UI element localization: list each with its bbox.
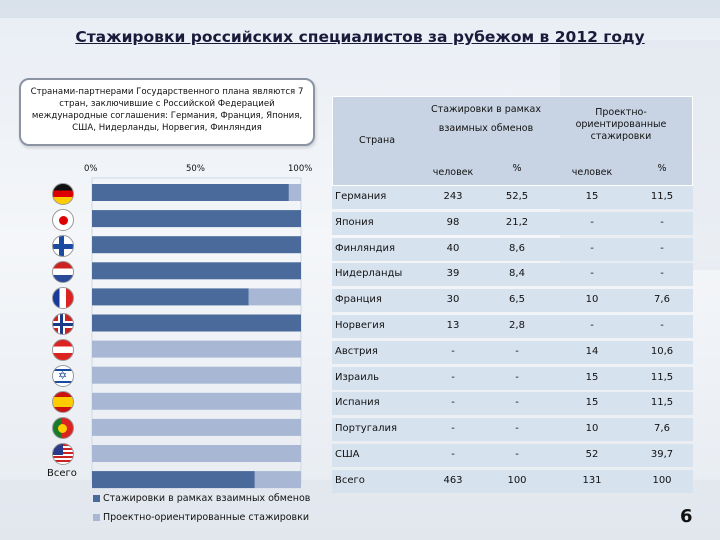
table-row — [332, 212, 693, 235]
table-row — [332, 263, 693, 286]
table-cell-ex-n: - — [451, 397, 455, 409]
table-cell-pr-p: 7,6 — [654, 294, 670, 306]
norway-flag-icon — [52, 313, 74, 335]
table-cell-pr-n: 15 — [585, 371, 599, 383]
table-cell-country: Франция — [335, 294, 382, 306]
axis-tick-100: 100% — [288, 164, 313, 174]
legend-item-exchange: Стажировки в рамках взаимных обменов — [93, 493, 310, 504]
bar-project-10 — [92, 445, 301, 462]
total-label: Всего — [47, 468, 77, 479]
bar-exchange-2 — [92, 236, 301, 253]
table-cell-ex-p: 2,8 — [509, 320, 525, 331]
table-cell-pr-p: - — [660, 268, 664, 280]
table-cell-pr-n: 15 — [585, 191, 599, 202]
table-cell-ex-n: 30 — [446, 294, 460, 306]
table-row — [332, 289, 693, 312]
table-cell-ex-p: 100 — [507, 474, 527, 486]
table-cell-pr-p: 11,5 — [650, 371, 674, 383]
legend-swatch — [93, 514, 100, 521]
table-cell-pr-n: - — [590, 268, 594, 280]
portugal-flag-icon — [52, 417, 74, 439]
table-row — [332, 444, 693, 467]
table-cell-pr-n: 10 — [585, 294, 599, 306]
table-cell-ex-n: - — [451, 371, 455, 383]
table-cell-country: Всего — [335, 474, 365, 486]
finland-flag-icon — [52, 235, 74, 257]
table-cell-ex-n: - — [451, 449, 455, 460]
table-row — [332, 367, 693, 390]
table-row — [332, 470, 693, 493]
table-cell-ex-n: 243 — [443, 191, 463, 202]
table-cell-pr-p: 11,5 — [650, 191, 674, 202]
table-row — [332, 186, 693, 209]
table-cell-pr-n: - — [590, 320, 594, 331]
table-cell-pr-p: 10,6 — [650, 345, 674, 357]
table-cell-pr-p: - — [660, 242, 664, 254]
table-cell-pr-p: 39,7 — [650, 449, 674, 460]
table-cell-pr-n: 10 — [585, 423, 599, 435]
bar-project-9 — [92, 419, 301, 436]
table-cell-pr-n: 15 — [585, 397, 599, 409]
table-cell-pr-p: - — [660, 216, 664, 228]
header-exchange-pct: % — [512, 163, 522, 174]
bar-exchange-0 — [92, 184, 289, 201]
table-cell-country: Израиль — [335, 371, 380, 383]
table-cell-pr-p: 7,6 — [654, 423, 670, 435]
table-cell-pr-n: 14 — [585, 345, 599, 357]
spain-flag-icon — [52, 391, 74, 413]
table-cell-country: Испания — [335, 397, 380, 409]
table-cell-ex-n: 463 — [443, 474, 463, 486]
table-cell-pr-p: - — [660, 320, 664, 331]
header-country: Страна — [358, 135, 396, 146]
table-cell-ex-n: - — [451, 423, 455, 435]
table-cell-ex-n: - — [451, 345, 455, 357]
legend-swatch — [93, 495, 100, 502]
netherlands-flag-icon — [52, 261, 74, 283]
header-project-pct: % — [657, 163, 667, 174]
bar-project-8 — [92, 393, 301, 410]
table-cell-pr-n: - — [590, 216, 594, 228]
bar-exchange-3 — [92, 262, 301, 279]
table-row — [332, 418, 693, 441]
bar-project-0 — [289, 184, 301, 201]
table-cell-country: Португалия — [335, 423, 398, 435]
table-cell-pr-n: - — [590, 242, 594, 254]
table-cell-country: Финляндия — [335, 242, 396, 254]
germany-flag-icon — [52, 183, 74, 205]
table-cell-ex-p: 8,6 — [509, 242, 525, 254]
table-cell-country: Нидерланды — [335, 268, 403, 280]
table-cell-ex-p: 8,4 — [509, 268, 525, 280]
axis-tick-50: 50% — [186, 164, 205, 174]
table-cell-ex-n: 39 — [446, 268, 460, 280]
japan-flag-icon — [52, 209, 74, 231]
table-cell-ex-p: 21,2 — [505, 216, 529, 228]
table-cell-country: Германия — [335, 191, 387, 202]
table-cell-ex-p: 6,5 — [509, 294, 525, 306]
table-cell-country: США — [335, 449, 360, 460]
bar-exchange-1 — [92, 210, 301, 227]
table-cell-country: Австрия — [335, 345, 378, 357]
table-cell-country: Япония — [335, 216, 374, 228]
table-cell-ex-p: 52,5 — [505, 191, 529, 202]
table-cell-ex-p: - — [515, 449, 519, 460]
table-cell-ex-n: 98 — [446, 216, 460, 228]
israel-flag-icon: ✡ — [52, 365, 74, 387]
table-cell-pr-p: 100 — [652, 474, 672, 486]
bar-project-7 — [92, 367, 301, 384]
table-cell-ex-n: 40 — [446, 242, 460, 254]
usa-flag-icon — [52, 443, 74, 465]
header-project-people: человек — [571, 167, 613, 178]
bar-exchange-4 — [92, 288, 249, 305]
table-cell-country: Норвегия — [335, 320, 385, 331]
table-cell-ex-p: - — [515, 397, 519, 409]
bar-exchange-11 — [92, 471, 255, 488]
table-row — [332, 392, 693, 415]
header-project: Проектно-ориентированные стажировки — [575, 107, 667, 142]
header-exchange-people: человек — [432, 167, 474, 178]
page-number: 6 — [680, 506, 693, 527]
table-cell-ex-n: 13 — [446, 320, 460, 331]
france-flag-icon — [52, 287, 74, 309]
table-cell-pr-p: 11,5 — [650, 397, 674, 409]
table-cell-ex-p: - — [515, 345, 519, 357]
bar-exchange-5 — [92, 315, 301, 332]
table-cell-ex-p: - — [515, 371, 519, 383]
legend-item-project: Проектно-ориентированные стажировки — [93, 512, 309, 523]
table-row — [332, 315, 693, 338]
bar-project-11 — [255, 471, 301, 488]
table-row — [332, 341, 693, 364]
austria-flag-icon — [52, 339, 74, 361]
header-exchange: Стажировки в рамках взаимных обменов — [431, 104, 541, 134]
bar-project-4 — [249, 288, 301, 305]
partners-callout: Странами-партнерами Государственного плана являются 7 стран, заключившие с Российской Федерацией международные соглашения: Германия, Франция, Япония, США, Нидерланды, Норвегия, Финляндия — [19, 78, 315, 146]
bar-project-6 — [92, 341, 301, 358]
page-title: Стажировки российских специалистов за рубежом в 2012 году — [75, 28, 645, 46]
table-row — [332, 238, 693, 261]
axis-tick-0: 0% — [84, 164, 98, 174]
table-cell-pr-n: 52 — [585, 449, 599, 460]
table-cell-ex-p: - — [515, 423, 519, 435]
table-cell-pr-n: 131 — [582, 474, 602, 486]
